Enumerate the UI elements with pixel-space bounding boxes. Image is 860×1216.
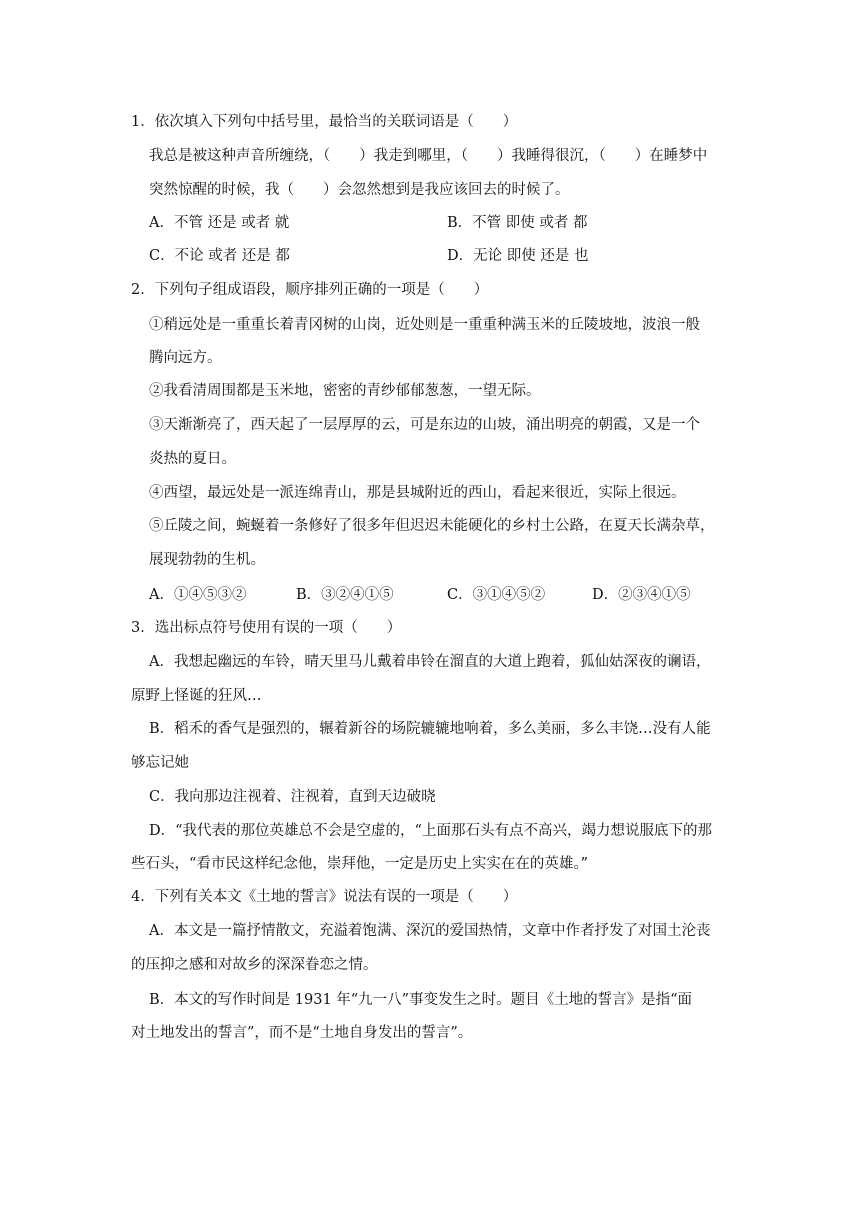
question-1-option-c: C．不论 或者 还是 都 [149,248,290,264]
question-4-option-b-line-2: 对土地发出的誓言”，而不是“土地自身发出的誓言”。 [131,1025,473,1041]
question-1-passage-line-2: 突然惊醒的时候，我（ ）会忽然想到是我应该回去的时候了。 [149,182,570,198]
question-2-stem: 2．下列句子组成语段，顺序排列正确的一项是（ ） [131,282,489,298]
question-2-sentence-1-line-2: 腾向远方。 [149,350,222,366]
question-3-option-c: C．我向那边注视着、注视着，直到天边破晓 [149,789,436,805]
question-4-option-b-line-1: B．本文的写作时间是 1931 年“九一八”事变发生之时。题目《土地的誓言》是指“面 [149,992,693,1008]
question-2-option-c: C．③①④⑤② [447,587,546,603]
question-1-stem: 1．依次填入下列句中括号里，最恰当的关联词语是（ ） [131,114,518,130]
question-4-stem: 4．下列有关本文《土地的誓言》说法有误的一项是（ ） [131,889,518,905]
question-2-sentence-2: ②我看清周围都是玉米地，密密的青纱郁郁葱葱，一望无际。 [149,383,541,399]
question-3-option-b-line-1: B．稻禾的香气是强烈的，辗着新谷的场院辘辘地响着，多么美丽，多么丰饶…没有人能 [149,721,711,737]
question-4-option-a-line-1: A．本文是一篇抒情散文，充溢着饱满、深沉的爱国热情，文章中作者抒发了对国土沦丧 [149,923,711,939]
question-2-sentence-5-line-1: ⑤丘陵之间，蜿蜒着一条修好了很多年但迟迟未能硬化的乡村土公路，在夏天长满杂草， [149,518,715,534]
question-2-sentence-3-line-1: ③天渐渐亮了，西天起了一层厚厚的云，可是东边的山坡，涌出明亮的朝霞，又是一个 [149,417,700,433]
question-2-option-d: D．②③④①⑤ [592,587,691,603]
question-1-option-d: D．无论 即使 还是 也 [447,248,589,264]
question-4-option-a-line-2: 的压抑之感和对故乡的深深眷恋之情。 [131,957,378,973]
question-1-passage-line-1: 我总是被这种声音所缠绕，（ ）我走到哪里，（ ）我睡得很沉，（ ）在睡梦中 [149,148,708,164]
question-2-sentence-3-line-2: 炎热的夏日。 [149,451,236,467]
question-1-option-a: A．不管 还是 或者 就 [149,215,290,231]
question-2-sentence-1-line-1: ①稍远处是一重重长着青冈树的山岗，近处则是一重重种满玉米的丘陵坡地，波浪一般 [149,317,700,333]
question-2-sentence-4: ④西望，最远处是一派连绵青山，那是县城附近的西山，看起来很近，实际上很远。 [149,485,686,501]
question-3-option-a-line-2: 原野上怪诞的狂风… [131,688,262,704]
question-3-option-d-line-1: D．“我代表的那位英雄总不会是空虚的，“上面那石头有点不高兴，竭力想说服底下的那 [149,823,712,839]
question-2-sentence-5-line-2: 展现勃勃的生机。 [149,552,265,568]
question-3-option-a-line-1: A．我想起幽远的车铃，晴天里马儿戴着串铃在溜直的大道上跑着，狐仙姑深夜的谰语， [149,654,711,670]
question-2-option-a: A．①④⑤③② [149,587,247,603]
question-3-stem: 3．选出标点符号使用有误的一项（ ） [131,620,402,636]
question-3-option-b-line-2: 够忘记她 [131,755,189,771]
question-2-option-b: B．③②④①⑤ [296,587,394,603]
question-3-option-d-line-2: 些石头，“看市民这样纪念他，崇拜他，一定是历史上实实在在的英雄。” [131,856,589,872]
question-1-option-b: B．不管 即使 或者 都 [447,215,588,231]
